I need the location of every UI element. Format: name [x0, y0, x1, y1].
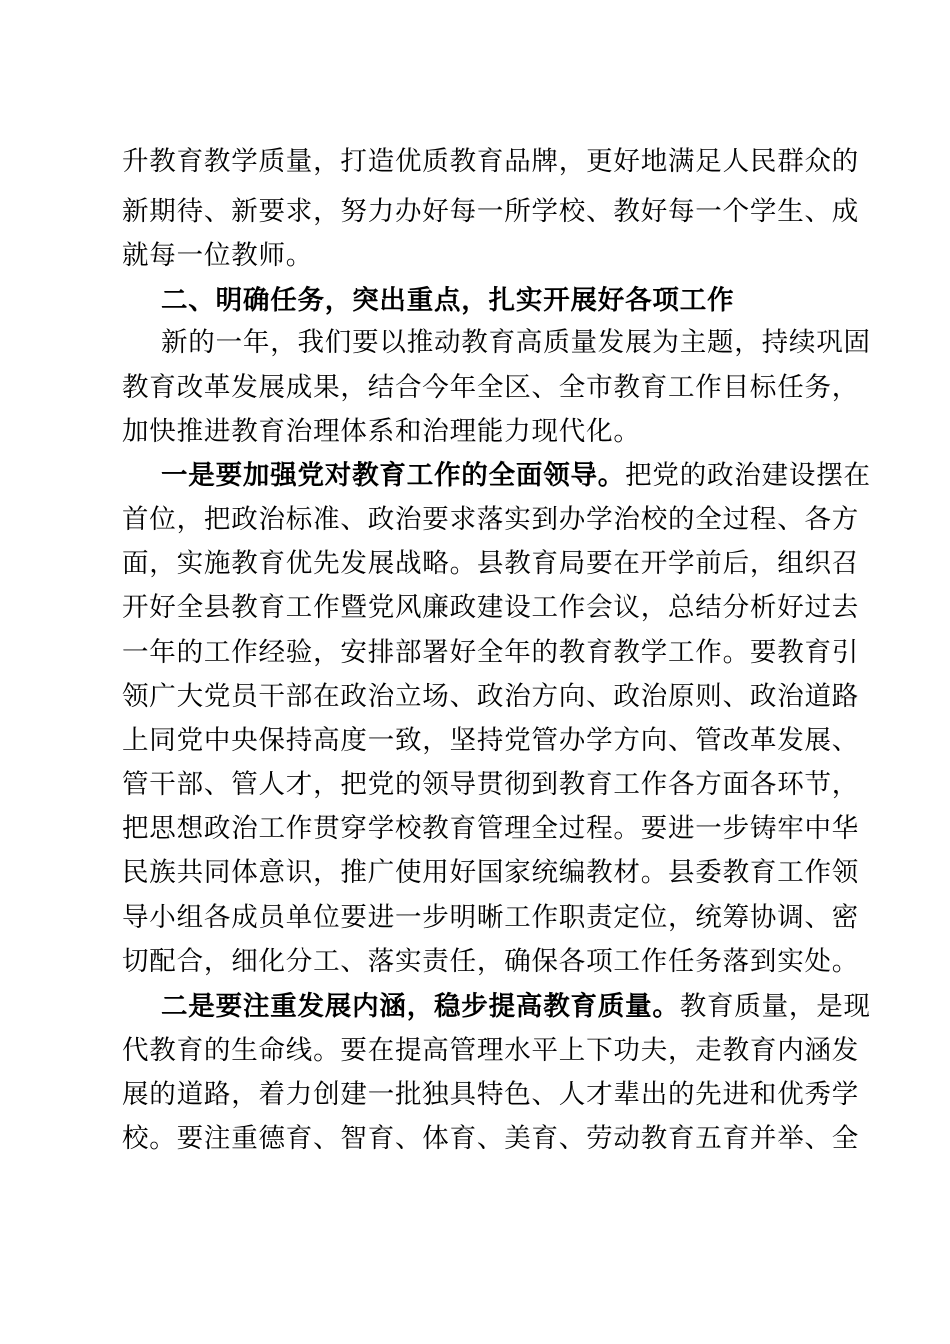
paragraph-3-line-8: 管干部、管人才，把党的领导贯彻到教育工作各方面各环节，	[122, 769, 860, 800]
paragraph-3-line-9: 把思想政治工作贯穿学校教育管理全过程。要进一步铸牢中华	[122, 813, 860, 844]
paragraph-3-line-12: 切配合，细化分工、落实责任，确保各项工作任务落到实处。	[122, 946, 860, 977]
paragraph-3-first-line-rest: 把党的政治建设摆在	[625, 460, 871, 491]
paragraph-2-line-3: 加快推进教育治理体系和治理能力现代化。	[122, 416, 641, 447]
paragraph-1-line-2: 新期待、新要求，努力办好每一所学校、教好每一个学生、成	[122, 196, 860, 227]
paragraph-4-line-3: 展的道路，着力创建一批独具特色、人才辈出的先进和优秀学	[122, 1079, 860, 1110]
paragraph-4-line-4: 校。要注重德育、智育、体育、美育、劳动教育五育并举、全	[122, 1123, 860, 1154]
paragraph-3-line-7: 上同党中央保持高度一致，坚持党管办学方向、管改革发展、	[122, 725, 860, 756]
paragraph-4-first-line-rest: 教育质量，是现	[679, 991, 871, 1022]
paragraph-3-line-11: 导小组各成员单位要进一步明晰工作职责定位，统筹协调、密	[122, 902, 860, 933]
paragraph-3-line-3: 面，实施教育优先发展战略。县教育局要在开学前后，组织召	[122, 548, 860, 579]
paragraph-2-line-2: 教育改革发展成果，结合今年全区、全市教育工作目标任务，	[122, 372, 860, 403]
paragraph-3-lead: 一是要加强党对教育工作的全面领导。	[161, 460, 626, 491]
paragraph-3-line-5: 一年的工作经验，安排部署好全年的教育教学工作。要教育引	[122, 637, 860, 668]
paragraph-4-lead: 二是要注重发展内涵，稳步提高教育质量。	[161, 991, 680, 1022]
section-heading: 二、明确任务，突出重点，扎实开展好各项工作	[161, 285, 735, 316]
paragraph-3-line-1	[161, 460, 871, 492]
paragraph-3-line-6: 领广大党员干部在政治立场、政治方向、政治原则、政治道路	[122, 681, 860, 712]
paragraph-4-line-1	[161, 991, 871, 1023]
paragraph-3-line-2: 首位，把政治标准、政治要求落实到办学治校的全过程、各方	[122, 504, 860, 535]
paragraph-4-line-2: 代教育的生命线。要在提高管理水平上下功夫，走教育内涵发	[122, 1035, 860, 1066]
paragraph-1-line-1: 升教育教学质量，打造优质教育品牌，更好地满足人民群众的	[122, 146, 860, 177]
paragraph-3-line-4: 开好全县教育工作暨党风廉政建设工作会议，总结分析好过去	[122, 592, 860, 623]
paragraph-2-line-1: 新的一年，我们要以推动教育高质量发展为主题，持续巩固	[161, 327, 871, 358]
paragraph-1-line-3: 就每一位教师。	[122, 240, 314, 271]
paragraph-3-line-10: 民族共同体意识，推广使用好国家统编教材。县委教育工作领	[122, 857, 860, 888]
